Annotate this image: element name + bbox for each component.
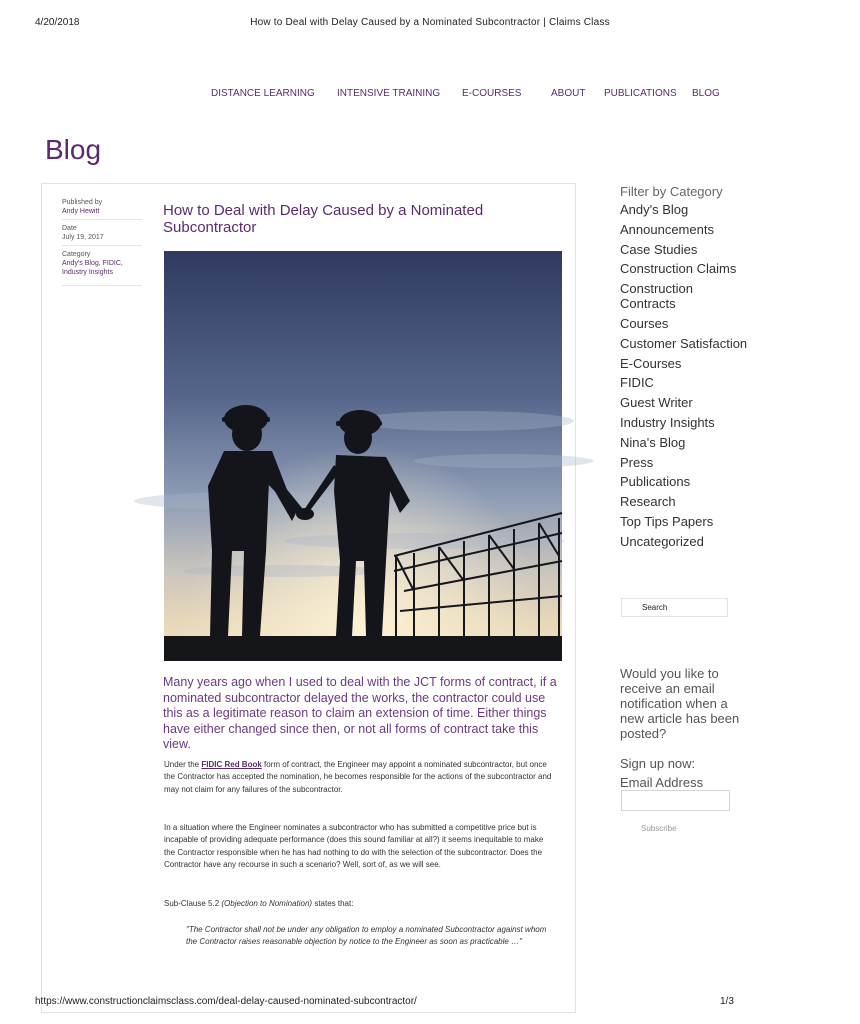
category-item[interactable]: Publications [620, 474, 691, 490]
category-item[interactable]: Construction Contracts [620, 281, 693, 312]
filter-title: Filter by Category [620, 184, 723, 199]
category-item[interactable]: Announcements [620, 221, 714, 237]
nav-intensive-training[interactable]: INTENSIVE TRAINING [337, 88, 441, 99]
subscribe-button[interactable]: Subscribe [641, 824, 677, 833]
post-intro: Many years ago when I used to deal with the JCT forms of contract, if a nominated subcontractor delayed the works, the contractor could use this as a legitimate reason to claim an extension of time. Either things have either changed since then, or not all forms of contract take this view. [163, 675, 557, 751]
category-item[interactable]: Customer Satisfaction [620, 335, 748, 351]
page-title: Blog [45, 134, 102, 165]
nav-e-courses[interactable]: E-COURSES [462, 88, 522, 99]
print-page-number: 1/3 [720, 996, 734, 1007]
nav-about[interactable]: ABOUT [551, 88, 586, 99]
nav-blog[interactable]: BLOG [692, 88, 720, 99]
para1-text: form of contract, the Engineer may appoint a nominated subcontractor, but once the Contractor has accepted the nomination, he becomes responsible for the actions of the subcontractor and may not claim for any failures of the subcontractor. [164, 760, 552, 794]
meta-date-block [62, 224, 142, 246]
notify-text: Would you like to receive an email notification when a new article has been posted? [620, 666, 740, 741]
category-item[interactable]: Top Tips Papers [620, 513, 714, 529]
print-url: https://www.constructionclaimsclass.com/deal-delay-caused-nominated-subcontractor/ [35, 996, 417, 1007]
para3-prefix: Sub-Clause 5.2 [164, 899, 222, 908]
category-item[interactable]: Case Studies [620, 241, 698, 257]
post-paragraph-1 [164, 759, 554, 796]
print-date: 4/20/2018 [35, 17, 80, 28]
meta-category-label: Category [62, 251, 91, 258]
meta-author-block [62, 198, 142, 220]
meta-category-block [62, 250, 142, 286]
post-title: How to Deal with Delay Caused by a Nominated Subcontractor [163, 202, 484, 236]
search-input[interactable] [621, 598, 728, 617]
para3-text: states that: [312, 899, 354, 908]
category-item[interactable]: FIDIC [620, 375, 654, 391]
category-list [620, 202, 750, 554]
search-label: Search [642, 603, 668, 612]
category-item[interactable]: Uncategorized [620, 533, 704, 549]
post-blockquote: "The Contractor shall not be under any obligation to employ a nominated Subcontractor against whom the Contractor raises reasonable objection by notice to the Engineer as soon as practicable …" [186, 925, 547, 947]
category-item[interactable]: Industry Insights [620, 414, 715, 430]
hero-image [164, 251, 562, 661]
email-label: Email Address [620, 775, 704, 790]
para1-prefix: Under the [164, 760, 202, 769]
fidic-red-book-link[interactable]: FIDIC Red Book [201, 760, 262, 769]
meta-category-links[interactable]: Andy's Blog, FIDIC, Industry Insights [62, 260, 123, 276]
category-item[interactable]: Research [620, 494, 676, 510]
email-field[interactable] [621, 790, 730, 811]
meta-author-link[interactable]: Andy Hewitt [62, 208, 100, 215]
category-item[interactable]: Construction Claims [620, 261, 737, 277]
post-paragraph-2: In a situation where the Engineer nominates a subcontractor who has submitted a competitive price but is incapable of providing adequate performance (does this sound familiar at all?) it seems inequitable to make the Contractor responsible when he has had nothing to do with the selection of the subcontractor. Does the Contractor have any recourse in such a scenario? Well, sort of, as we will see. [164, 823, 544, 869]
category-item[interactable]: Courses [620, 315, 669, 331]
nav-distance-learning[interactable]: DISTANCE LEARNING [211, 88, 315, 99]
category-item[interactable]: E-Courses [620, 355, 682, 371]
meta-published-label: Published by [62, 199, 103, 206]
category-item[interactable]: Andy's Blog [620, 202, 689, 217]
signup-label: Sign up now: [620, 756, 696, 771]
meta-date-label: Date [62, 225, 77, 232]
meta-date-value: July 19, 2017 [62, 234, 104, 241]
para3-clause-title: (Objection to Nomination) [221, 899, 313, 908]
print-page-title: How to Deal with Delay Caused by a Nominated Subcontractor | Claims Class [250, 17, 610, 28]
category-item[interactable]: Guest Writer [620, 395, 693, 411]
category-item[interactable]: Nina's Blog [620, 434, 686, 450]
handshake-silhouette-illustration [164, 251, 562, 661]
post-paragraph-3 [164, 898, 554, 910]
category-item[interactable]: Press [620, 454, 654, 470]
nav-publications[interactable]: PUBLICATIONS [604, 88, 677, 99]
